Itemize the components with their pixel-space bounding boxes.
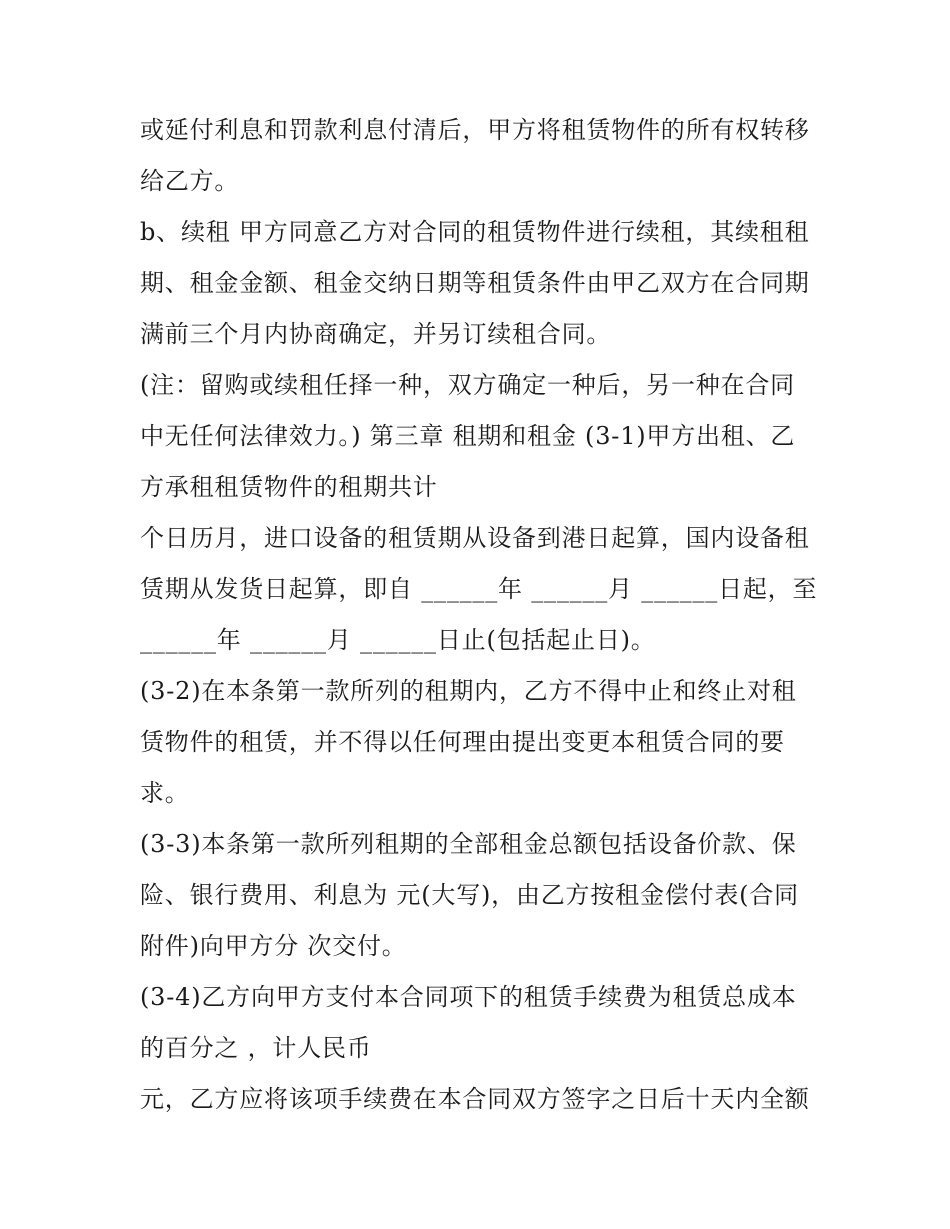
text-line: 赁期从发货日起算，即自 ______年 ______月 ______日起，至: [140, 575, 818, 603]
text-line: (3-4)乙方向甲方支付本合同项下的租赁手续费为租赁总成本: [140, 983, 797, 1011]
text-line: 期、租金金额、租金交纳日期等租赁条件由甲乙双方在合同期: [140, 269, 810, 297]
text-line: 元，乙方应将该项手续费在本合同双方签字之日后十天内全额: [140, 1085, 810, 1113]
text-line: 满前三个月内协商确定，并另订续租合同。: [140, 320, 612, 348]
text-line: (3-3)本条第一款所列租期的全部租金总额包括设备价款、保: [140, 830, 797, 858]
text-line: 或延付利息和罚款利息付清后，甲方将租赁物件的所有权转移: [140, 116, 810, 144]
text-line: 方承租租赁物件的租期共计: [140, 473, 438, 501]
text-line: (3-2)在本条第一款所列的租期内，乙方不得中止和终止对租: [140, 677, 797, 705]
text-line: 中无任何法律效力。) 第三章 租期和租金 (3-1)甲方出租、乙: [140, 422, 796, 450]
text-line: 个日历月，进口设备的租赁期从设备到港日起算，国内设备租: [140, 524, 810, 552]
text-line: 赁物件的租赁，并不得以任何理由提出变更本租赁合同的要: [140, 728, 785, 756]
text-line: 的百分之 ，计人民币: [140, 1034, 372, 1062]
document-body: [140, 105, 840, 1125]
text-line: b、续租 甲方同意乙方对合同的租赁物件进行续租，其续租租: [140, 218, 810, 246]
text-line: 险、银行费用、利息为 元(大写)，由乙方按租金偿付表(合同: [140, 881, 799, 909]
text-line: ______年 ______月 ______日止(包括起止日)。: [140, 626, 656, 654]
text-line: (注：留购或续租任择一种，双方确定一种后，另一种在合同: [140, 371, 795, 399]
text-line: 附件)向甲方分 次交付。: [140, 932, 407, 960]
text-line: 给乙方。: [140, 167, 240, 195]
text-line: 求。: [140, 779, 190, 807]
